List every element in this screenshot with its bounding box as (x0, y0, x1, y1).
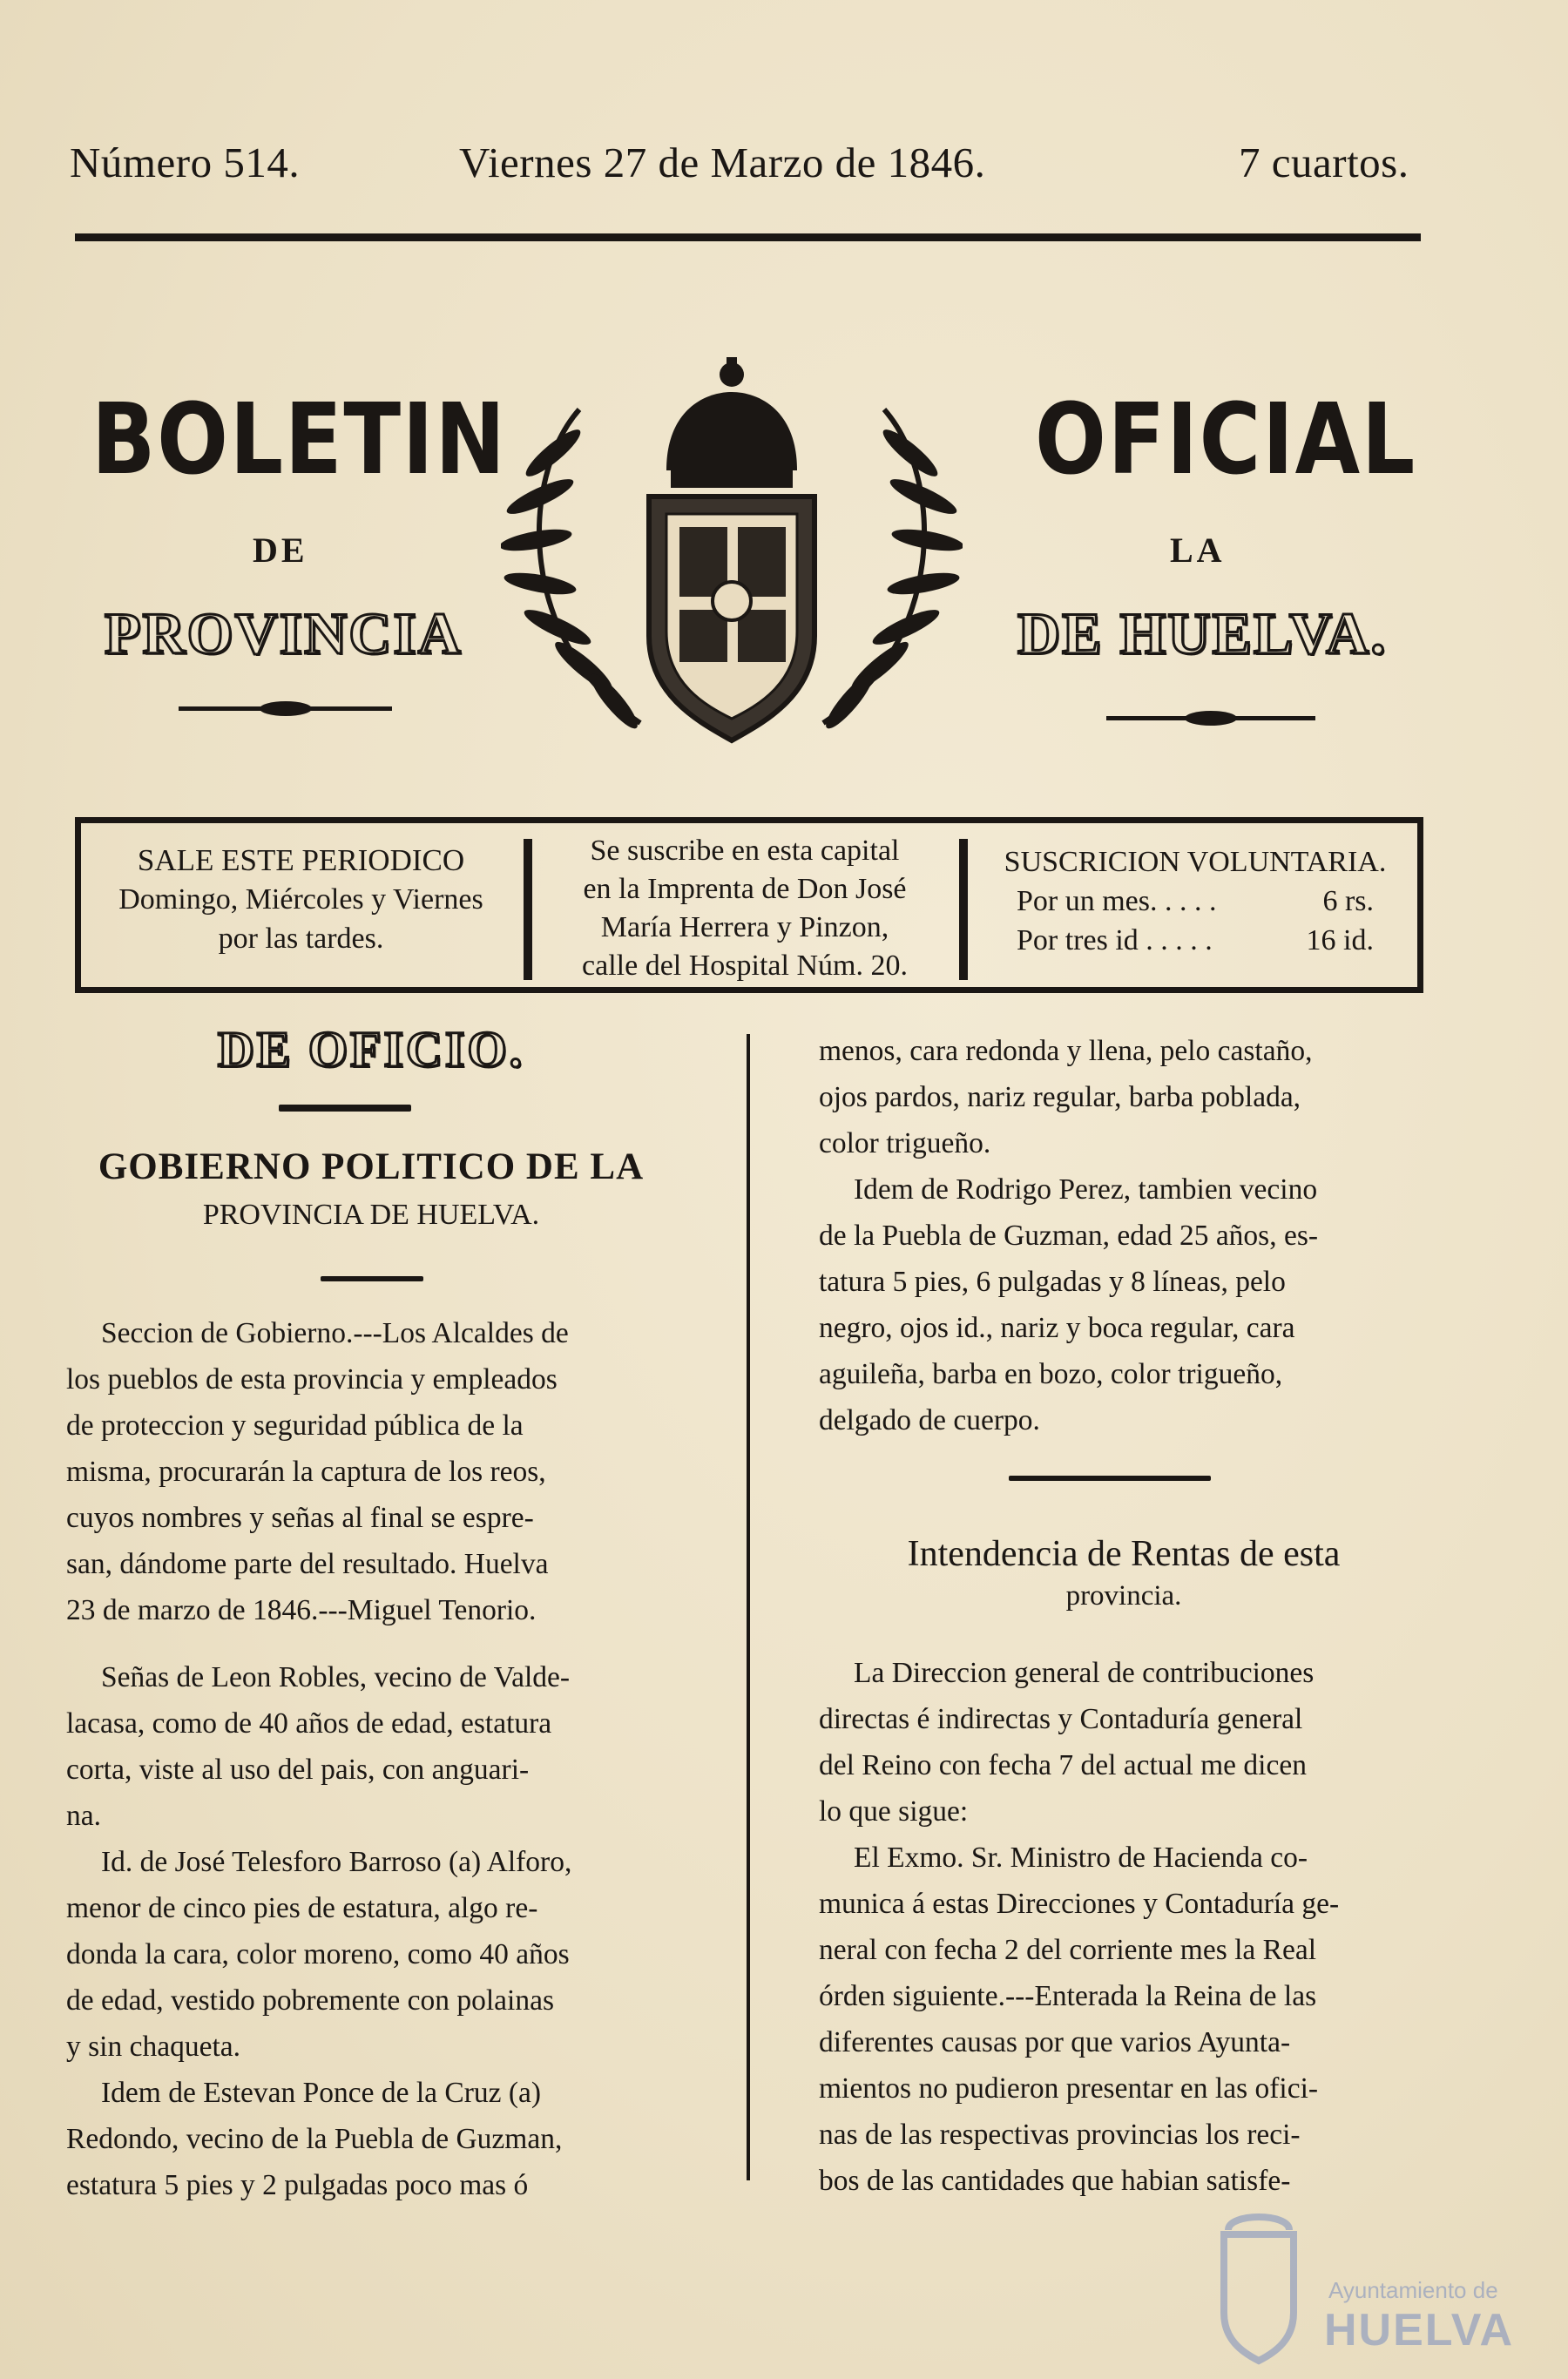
title-de-huelva: DE HUELVA. (1017, 600, 1388, 666)
gobierno-article (66, 1141, 676, 1237)
paragraph-line: cuyos nombres y señas al final se espre- (66, 1502, 534, 1534)
location-line: en la Imprenta de Don José (583, 873, 907, 905)
schedule-line: Domingo, Miércoles y Viernes (118, 883, 483, 916)
right-ornament (1106, 716, 1315, 720)
masthead-rule (75, 233, 1421, 241)
issue-price: 7 cuartos. (1239, 139, 1409, 186)
watermark-line1: Ayuntamiento de (1328, 2277, 1498, 2303)
subscription-location (537, 823, 952, 996)
paragraph-line: los pueblos de esta provincia y empleados (66, 1363, 558, 1396)
paragraph-line: Señas de Leon Robles, vecino de Valde- (101, 1661, 571, 1693)
right-text-bottom (819, 1650, 1429, 2204)
price-value: 6 rs. (1322, 885, 1374, 917)
section-rule (279, 1105, 411, 1112)
title-provincia: PROVINCIA (105, 600, 463, 666)
price-label: Por un mes. . . . . (1017, 885, 1217, 917)
paragraph-line: tatura 5 pies, 6 pulgadas y 8 líneas, pelo (819, 1266, 1286, 1298)
paragraph-line: lacasa, como de 40 años de edad, estatura (66, 1707, 552, 1740)
paragraph-line: La Direccion general de contribuciones (854, 1657, 1315, 1689)
price-value: 16 id. (1306, 924, 1374, 956)
title-de: DE (253, 531, 308, 570)
paragraph-line: aguileña, barba en bozo, color trigueño, (819, 1358, 1283, 1390)
article-separator-rule (1009, 1476, 1211, 1481)
right-text-top (819, 1028, 1429, 1443)
paragraph-line: munica á estas Direcciones y Contaduría ge- (819, 1888, 1340, 1920)
paragraph-line: Seccion de Gobierno.---Los Alcaldes de (101, 1317, 569, 1349)
paragraph-line: menor de cinco pies de estatura, algo re- (66, 1892, 538, 1924)
paragraph-line: menos, cara redonda y llena, pelo castaño, (819, 1035, 1313, 1067)
paragraph-line: y sin chaqueta. (66, 2031, 241, 2063)
intendencia-article (819, 1531, 1429, 1615)
price-label: Por tres id . . . . . (1017, 924, 1213, 956)
paragraph-line: del Reino con fecha 7 del actual me dicen (819, 1749, 1307, 1781)
paragraph-line: delgado de cuerpo. (819, 1404, 1040, 1436)
title-boletin: BOLETIN (91, 383, 507, 497)
paragraph-line: ojos pardos, nariz regular, barba poblada, (819, 1081, 1301, 1113)
paragraph-line: neral con fecha 2 del corriente mes la Real (819, 1934, 1317, 1966)
section-de-oficio: DE OFICIO. (217, 1021, 525, 1078)
paragraph-line: Idem de Estevan Ponce de la Cruz (a) (101, 2077, 542, 2109)
paragraph-line: órden siguiente.---Enterada la Reina de las (819, 1980, 1317, 2012)
issue-number: Número 514. (70, 139, 301, 186)
column-divider (747, 1034, 750, 2180)
article-subheading: provincia. (1065, 1580, 1182, 1612)
paragraph-line: bos de las cantidades que habian satisfe- (819, 2165, 1291, 2197)
title-la: LA (1170, 531, 1226, 570)
paragraph-line: san, dándome parte del resultado. Huelva (66, 1548, 549, 1580)
watermark-line2: HUELVA (1324, 2305, 1515, 2355)
paragraph-line: directas é indirectas y Contaduría general (819, 1703, 1303, 1735)
huelva-shield-icon (1206, 2208, 1311, 2365)
paragraph-line: misma, procurarán la captura de los reos, (66, 1456, 546, 1488)
paragraph-line: color trigueño. (819, 1127, 991, 1159)
paragraph-line: lo que sigue: (819, 1795, 969, 1828)
paragraph-line: de la Puebla de Guzman, edad 25 años, es- (819, 1220, 1319, 1252)
schedule-line: SALE ESTE PERIODICO (137, 843, 465, 877)
box-separator (524, 839, 532, 980)
voluntary-subscription (973, 823, 1417, 1006)
publication-schedule (81, 823, 521, 1004)
subscription-title: SUSCRICION VOLUNTARIA. (1004, 846, 1387, 878)
article-subheading: PROVINCIA DE HUELVA. (202, 1199, 540, 1231)
schedule-line: por las tardes. (218, 923, 384, 955)
paragraph-line: donda la cara, color moreno, como 40 años (66, 1938, 570, 1970)
paragraph-line: Idem de Rodrigo Perez, tambien vecino (854, 1173, 1318, 1206)
left-ornament (179, 706, 392, 711)
issue-date: Viernes 27 de Marzo de 1846. (459, 139, 986, 186)
location-line: Se suscribe en esta capital (590, 835, 900, 867)
paragraph-line: Redondo, vecino de la Puebla de Guzman, (66, 2123, 563, 2155)
paragraph-line: nas de las respectivas provincias los reci- (819, 2119, 1301, 2151)
paragraph-line: mientos no pudieron presentar en las ofici- (819, 2072, 1319, 2105)
article-heading: GOBIERNO POLITICO DE LA (98, 1146, 645, 1187)
paragraph-line: negro, ojos id., nariz y boca regular, cara (819, 1312, 1295, 1344)
article-heading: Intendencia de Rentas de esta (907, 1534, 1341, 1574)
title-oficial: OFICIAL (1035, 383, 1417, 497)
heading-rule (321, 1276, 423, 1281)
paragraph-line: corta, viste al uso del pais, con anguari- (66, 1754, 530, 1786)
box-separator (959, 839, 968, 980)
subscription-info-box (75, 817, 1423, 993)
paragraph-line: Id. de José Telesforo Barroso (a) Alforo, (101, 1846, 572, 1878)
paragraph-line: El Exmo. Sr. Ministro de Hacienda co- (854, 1842, 1308, 1874)
left-column (66, 1021, 676, 1078)
paragraph-line: estatura 5 pies y 2 pulgadas poco mas ó (66, 2169, 529, 2201)
location-line: María Herrera y Pinzon, (600, 911, 889, 943)
location-line: calle del Hospital Núm. 20. (582, 950, 908, 982)
paragraph-line: de proteccion y seguridad pública de la (66, 1409, 524, 1442)
paragraph-line: 23 de marzo de 1846.---Miguel Tenorio. (66, 1594, 537, 1626)
paragraph-line: diferentes causas por que varios Ayunta- (819, 2026, 1291, 2058)
paragraph-line: de edad, vestido pobremente con polainas (66, 1984, 555, 2017)
paragraph-line: na. (66, 1800, 101, 1832)
royal-coat-of-arms-emblem (501, 357, 963, 758)
price-row (973, 921, 1417, 960)
left-text (66, 1310, 676, 2208)
price-row (973, 882, 1417, 921)
